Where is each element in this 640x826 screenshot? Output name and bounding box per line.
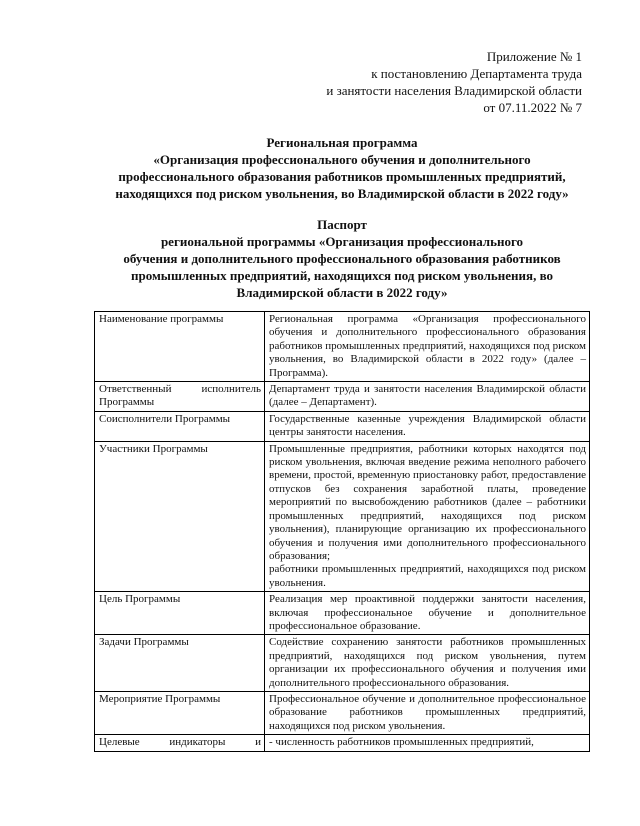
row-name-cell: Цель Программы [95, 592, 265, 635]
row-value-cell: Реализация мер проактивной поддержки занятости населения, включая профессиональное обучение и дополнительное профессиональное образование. [265, 592, 590, 635]
row-name-cell: Соисполнители Программы [95, 411, 265, 441]
appendix-line-3: и занятости населения Владимирской области [326, 83, 582, 98]
row-value-cell [265, 441, 590, 591]
row-value-cell: Профессиональное обучение и дополнительное профессиональное образование работников промышленных предприятий, находящихся под риском увольнения. [265, 691, 590, 734]
row-value-cell: - численность работников промышленных предприятий, [265, 735, 590, 751]
row-name-cell: Ответственный исполнитель Программы [95, 382, 265, 412]
row-name-cell: Участники Программы [95, 441, 265, 591]
table-row [95, 312, 590, 382]
passport-line-5: Владимирской области в 2022 году» [236, 285, 448, 300]
row-name-cell: Мероприятие Программы [95, 691, 265, 734]
row-value-cell: Региональная программа «Организация профессионального обучения и дополнительного профессионального образования работников промышленных предприятий, находящихся под риском увольнения, во Владимирской области в 2022 году» (далее – Программа). [265, 312, 590, 382]
program-title-line-2: «Организация профессионального обучения и дополнительного [153, 152, 531, 167]
appendix-line-1: Приложение № 1 [486, 49, 582, 64]
passport-line-2: региональной программы «Организация профессионального [160, 234, 524, 249]
table-row [95, 592, 590, 635]
table-row [95, 441, 590, 591]
program-title [94, 134, 590, 202]
table-row [95, 382, 590, 412]
program-title-line-4: находящихся под риском увольнения, во Владимирской области в 2022 году» [115, 186, 569, 201]
passport-line-4: промышленных предприятий, находящихся под риском увольнения, во [130, 268, 554, 283]
program-title-line-1: Региональная программа [266, 135, 418, 150]
table-row [95, 635, 590, 692]
row-name-cell: Задачи Программы [95, 635, 265, 692]
table-row [95, 411, 590, 441]
passport-line-3: обучения и дополнительного профессионального образования работников [123, 251, 561, 266]
row-name-cell: Целевые индикаторы и [95, 735, 265, 751]
participants-paragraph-2: работники промышленных предприятий, находящихся под риском увольнения. [269, 563, 586, 589]
table-row [95, 735, 590, 751]
program-title-line-3: профессионального образования работников промышленных предприятий, [118, 169, 566, 184]
row-value-cell: Департамент труда и занятости населения Владимирской области (далее – Департамент). [265, 382, 590, 412]
passport-table [94, 311, 590, 752]
row-value-cell: Государственные казенные учреждения Владимирской области центры занятости населения. [265, 411, 590, 441]
row-value-cell: Содействие сохранению занятости работников промышленных предприятий, находящихся под риском увольнения, путем организации их профессионального обучения и получения ими дополнительного профессионального образования. [265, 635, 590, 692]
passport-line-1: Паспорт [317, 217, 367, 232]
table-row [95, 691, 590, 734]
participants-paragraph-1: Промышленные предприятия, работники которых находятся под риском увольнения, включая введение режима неполного рабочего времени, простой, временную приостановку работ, предоставление отпусков без сохранения заработной платы, проведение мероприятий по высвобождению работников (далее – работники промышленных предприятий, находящихся под риском увольнения), планирующие организацию их профессионального обучения и получения ими дополнительного профессионального образования; [269, 442, 586, 562]
passport-title [94, 216, 590, 301]
appendix-line-4: от 07.11.2022 № 7 [483, 100, 582, 115]
appendix-header [94, 48, 582, 116]
appendix-line-2: к постановлению Департамента труда [371, 66, 582, 81]
row-name-cell: Наименование программы [95, 312, 265, 382]
